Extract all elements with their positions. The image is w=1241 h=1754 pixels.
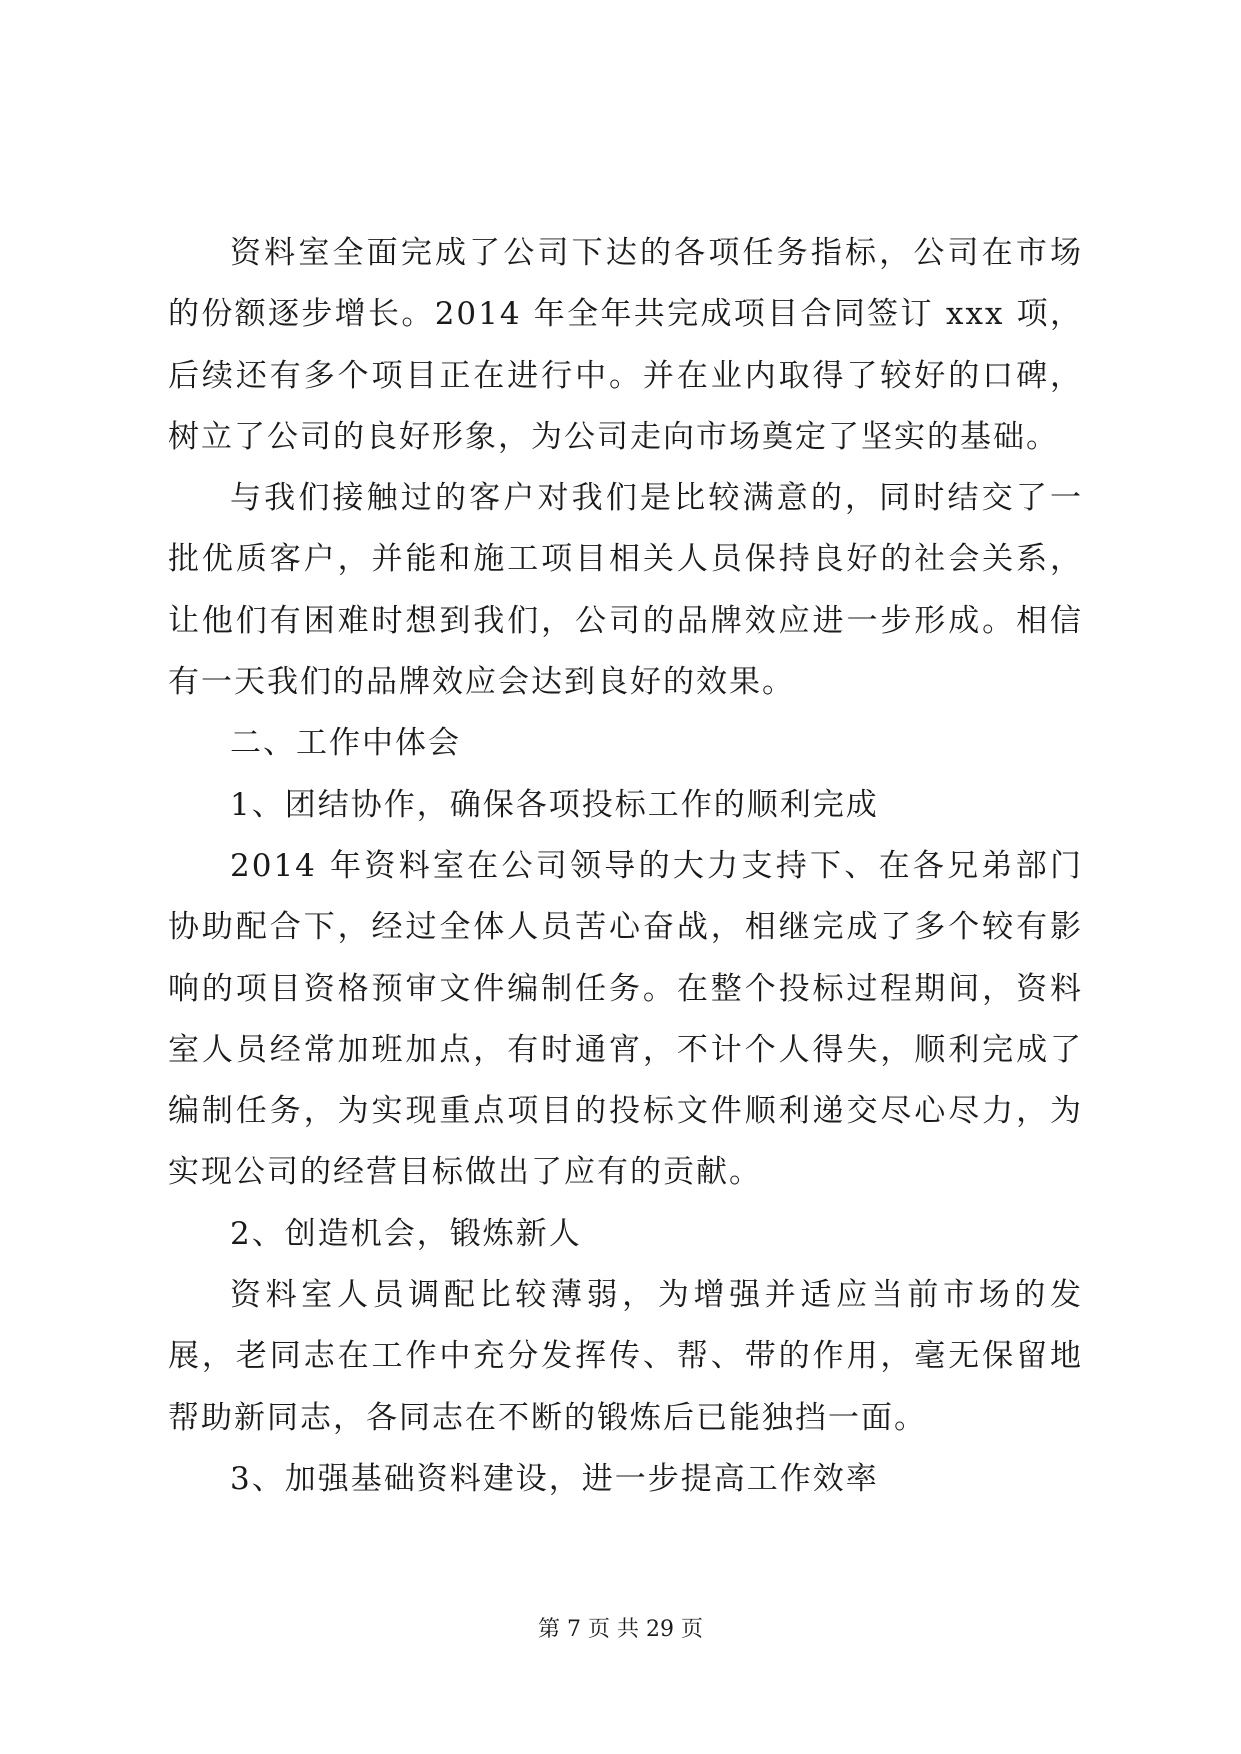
section-heading-experience: 二、工作中体会 bbox=[230, 725, 461, 762]
paragraph-achievements: 资料室全面完成了公司下达的各项任务指标，公司在市场的份额逐步增长。2014 年全年共完成项目合同签订 xxx 项，后续还有多个项目正在进行中。并在业内取得了较好的口碑，树立了公司的良好形象，为公司走向市场奠定了坚实的基础。 bbox=[168, 235, 1083, 455]
page-number-footer: 第 7 页 共 29 页 bbox=[538, 1617, 703, 1642]
paragraph-customers: 与我们接触过的客户对我们是比较满意的，同时结交了一批优质客户，并能和施工项目相关人员保持良好的社会关系，让他们有困难时想到我们，公司的品牌效应进一步形成。相信有一天我们的品牌效应会达到良好的效果。 bbox=[168, 480, 1083, 701]
paragraph-teamwork: 2014 年资料室在公司领导的大力支持下、在各兄弟部门协助配合下，经过全体人员苦心奋战，相继完成了多个较有影响的项目资格预审文件编制任务。在整个投标过程期间，资料室人员经常加班加点，有时通宵，不计个人得失，顺利完成了编制任务，为实现重点项目的投标文件顺利递交尽心尽力，为实现公司的经营目标做出了应有的贡献。 bbox=[168, 847, 1083, 1191]
paragraph-training: 资料室人员调配比较薄弱，为增强并适应当前市场的发展，老同志在工作中充分发挥传、帮、带的作用，毫无保留地帮助新同志，各同志在不断的锻炼后已能独挡一面。 bbox=[168, 1277, 1083, 1436]
subheading-teamwork: 1、团结协作，确保各项投标工作的顺利完成 bbox=[230, 786, 879, 823]
document-body bbox=[168, 223, 1083, 1510]
subheading-training: 2、创造机会，锻炼新人 bbox=[230, 1215, 582, 1252]
subheading-efficiency: 3、加强基础资料建设，进一步提高工作效率 bbox=[230, 1460, 879, 1497]
